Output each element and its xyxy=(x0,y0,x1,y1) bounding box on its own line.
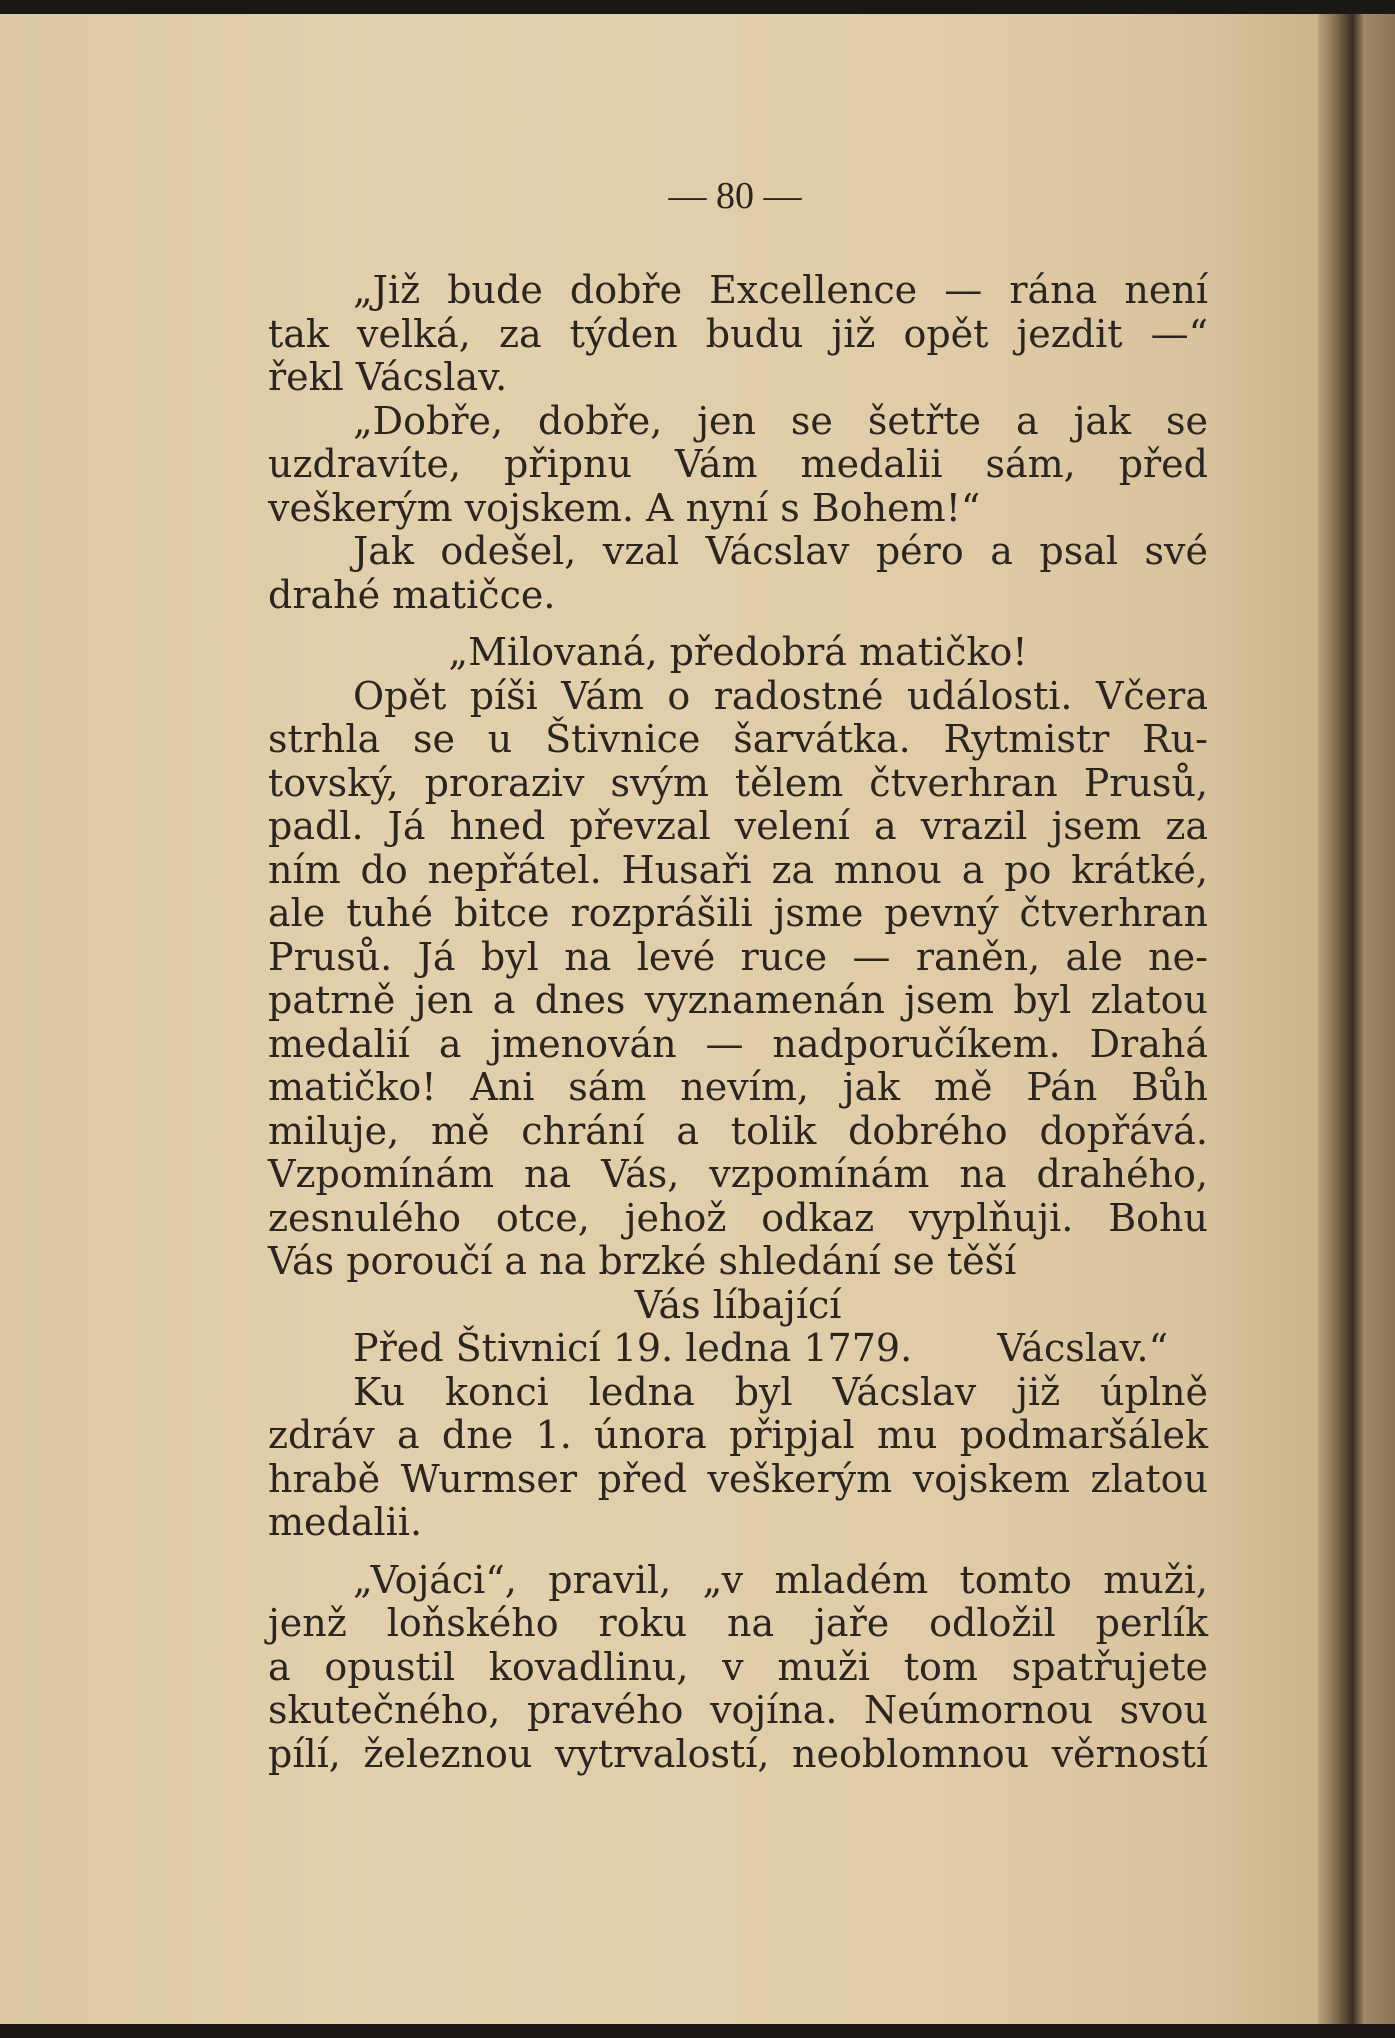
book-page xyxy=(0,14,1318,2024)
text-line: zesnulého otce, jehož odkaz vyplňuji. Bohu xyxy=(268,1195,1208,1240)
text-line: strhla se u Štivnice šarvátka. Rytmistr Ru- xyxy=(268,717,1208,761)
text-line: Vzpomínám na Vás, vzpomínám na drahého, xyxy=(268,1152,1208,1196)
text-line: medalií a jmenován — nadporučíkem. Drahá xyxy=(268,1021,1208,1066)
text-line: miluje, mě chrání a tolik dobrého dopřává. xyxy=(268,1108,1208,1153)
text-line: Prusů. Já byl na levé ruce — raněn, ale ne- xyxy=(268,934,1208,979)
text-line: padl. Já hned převzal velení a vrazil jsem za xyxy=(268,804,1208,848)
text-line: „Dobře, dobře, jen se šetřte a jak se xyxy=(353,398,1208,443)
text-line: „Již bude dobře Excellence — rána není xyxy=(353,268,1208,312)
letter-closing: Vás líbající xyxy=(634,1282,842,1327)
text-line: ale tuhé bitce rozprášili jsme pevný čtverhran xyxy=(268,891,1208,935)
text-line: patrně jen a dnes vyznamenán jsem byl zlatou xyxy=(268,978,1208,1022)
text-line: Opět píši Vám o radostné události. Včera xyxy=(353,673,1208,718)
letter-salutation: „Milovaná, předobrá matičko! xyxy=(448,630,1028,674)
text-line: hrabě Wurmser před veškerým vojskem zlatou xyxy=(268,1456,1208,1501)
text-line: řekl Vácslav. xyxy=(268,355,508,399)
text-line: skutečného, pravého vojína. Neúmornou svou xyxy=(268,1688,1208,1732)
text-line: uzdravíte, připnu Vám medalii sám, před xyxy=(268,442,1208,486)
text-line: Vás poroučí a na brzké shledání se těší xyxy=(268,1239,1017,1283)
text-line: jenž loňského roku na jaře odložil perlík xyxy=(268,1601,1208,1645)
text-line: „Vojáci“, pravil, „v mladém tomto muži, xyxy=(353,1557,1208,1602)
text-line: a opustil kovadlinu, v muži tom spatřujete xyxy=(268,1644,1208,1689)
text-line: tak velká, za týden budu již opět jezdit —“ xyxy=(268,311,1208,356)
letter-date: Před Štivnicí 19. ledna 1779. xyxy=(353,1326,913,1370)
text-line: Ku konci ledna byl Vácslav již úplně xyxy=(353,1369,1208,1414)
page-binding-edge xyxy=(1318,14,1395,2024)
text-line: ním do nepřátel. Husaři za mnou a po krátké, xyxy=(268,847,1208,892)
letter-signature-line xyxy=(268,1327,1208,1371)
text-line: medalii. xyxy=(268,1500,423,1544)
letter-signature: Vácslav.“ xyxy=(997,1326,1168,1370)
page-number: — 80 — xyxy=(668,175,802,217)
text-line: zdráv a dne 1. února připjal mu podmaršálek xyxy=(268,1413,1208,1457)
text-line: veškerým vojskem. A nyní s Bohem!“ xyxy=(268,485,981,530)
text-line: matičko! Ani sám nevím, jak mě Pán Bůh xyxy=(268,1065,1208,1109)
page-text xyxy=(268,269,1208,1776)
text-line: Jak odešel, vzal Vácslav péro a psal své xyxy=(353,529,1208,573)
text-line: drahé matičce. xyxy=(268,572,556,617)
text-line: tovský, proraziv svým tělem čtverhran Prusů, xyxy=(268,760,1208,805)
text-line: pílí, železnou vytrvalostí, neoblomnou věrností xyxy=(268,1731,1208,1776)
